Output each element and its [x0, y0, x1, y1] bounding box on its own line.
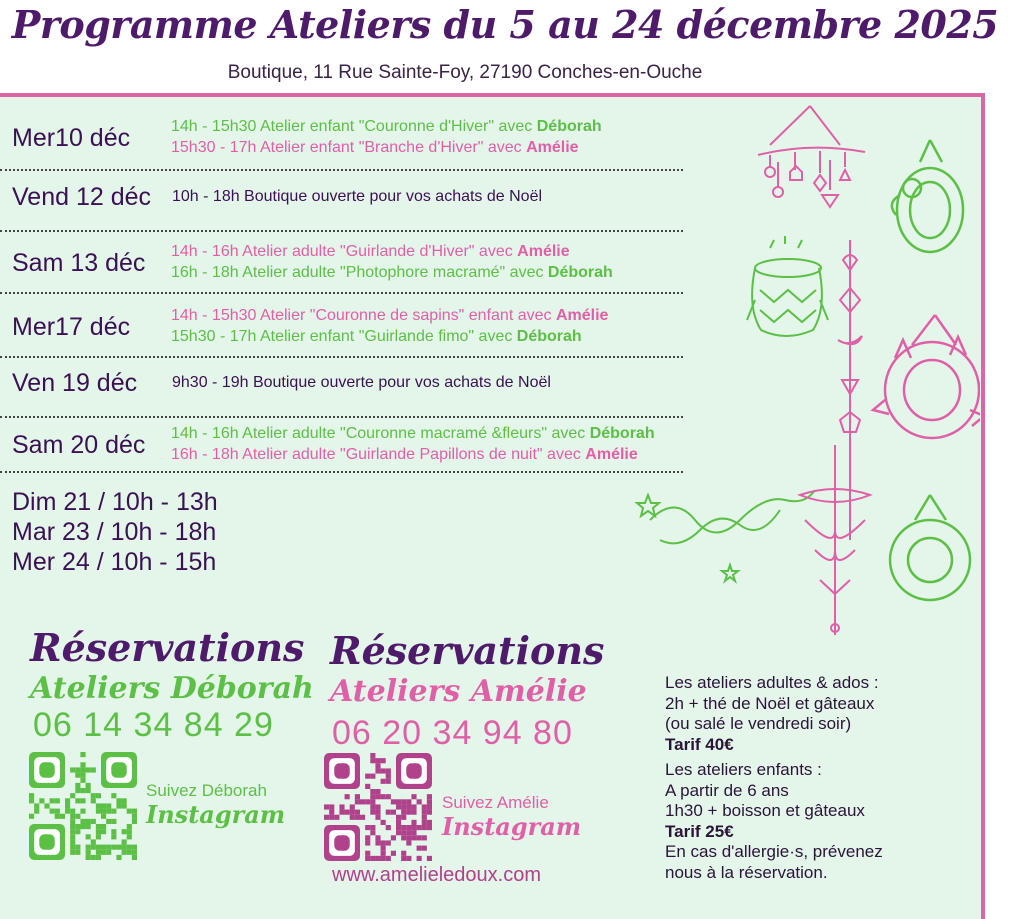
star-icon	[637, 495, 659, 516]
kids-price: Tarif 25€	[665, 821, 734, 841]
schedule-day: Mer17 déc	[12, 313, 131, 341]
schedule-line-text: 15h30 - 17h Atelier enfant "Guirlande fimo" avec	[171, 328, 517, 345]
reservation-title-amelie: Réservations	[330, 628, 605, 673]
schedule-line-text: 16h - 18h Atelier adulte "Guirlande Papillons de nuit" avec	[171, 446, 586, 463]
adults-title: Les ateliers adultes & ados :	[665, 673, 879, 692]
phone-amelie[interactable]: 06 20 34 94 80	[332, 714, 573, 752]
adults-line: (ou salé le vendredi soir)	[665, 714, 852, 733]
garland-icon	[758, 106, 865, 207]
instructor-name: Déborah	[536, 118, 602, 135]
website-link[interactable]: www.amelieledoux.com	[332, 864, 541, 886]
instructor-name: Amélie	[517, 243, 570, 260]
row-divider	[0, 292, 683, 294]
schedule-line-text: 14h - 16h Atelier adulte "Couronne macramé &fleurs" avec	[171, 425, 590, 442]
qr-code-icon[interactable]	[324, 753, 432, 861]
page-title: Programme Ateliers du 5 au 24 décembre 2025	[11, 2, 999, 47]
schedule-line	[171, 446, 638, 464]
star-icon	[722, 565, 738, 581]
schedule-line	[171, 139, 579, 157]
extra-hours	[12, 487, 218, 577]
christmas-decorations	[630, 100, 980, 645]
adults-line: 2h + thé de Noël et gâteaux	[665, 693, 875, 713]
schedule-line-text: 16h - 18h Atelier adulte "Photophore macramé" avec	[171, 264, 548, 281]
instructor-name: Déborah	[547, 264, 613, 281]
kids-line: A partir de 6 ans	[665, 780, 789, 800]
schedule-day: Sam 20 déc	[12, 431, 146, 459]
pricing-info	[665, 673, 965, 883]
schedule-line-text: 14h - 15h30 Atelier enfant "Couronne d'Hiver" avec	[171, 118, 537, 135]
extra-hours-line: Mar 23 / 10h - 18h	[12, 518, 217, 546]
allergy-note: nous à la réservation.	[665, 862, 828, 882]
instructor-name: Amélie	[526, 139, 579, 156]
follow-amelie: Suivez Amélie	[442, 793, 549, 812]
row-divider	[0, 230, 683, 232]
instructor-name: Amélie	[555, 307, 609, 324]
schedule-day: Ven 19 déc	[12, 369, 138, 397]
row-divider	[0, 356, 683, 358]
kids-line: 1h30 + boisson et gâteaux	[665, 801, 865, 820]
extra-hours-line: Mer 24 / 10h - 15h	[12, 548, 217, 576]
schedule-line	[171, 307, 608, 325]
schedule-line-text: 15h30 - 17h Atelier enfant "Branche d'Hiver" avec	[171, 139, 527, 156]
allergy-note: En cas d'allergie·s, prévenez	[665, 842, 883, 861]
phone-deborah[interactable]: 06 14 34 84 29	[33, 706, 274, 744]
instructor-name: Amélie	[585, 446, 638, 463]
instagram-deborah[interactable]: Instagram	[146, 800, 286, 829]
schedule-day: Mer10 déc	[12, 124, 131, 152]
schedule-line	[172, 188, 542, 206]
schedule-line	[171, 243, 570, 261]
row-divider	[0, 471, 683, 473]
reservation-subtitle-amelie: Ateliers Amélie	[330, 674, 587, 709]
schedule-line	[171, 264, 613, 282]
schedule-line-text: 14h - 16h Atelier adulte "Guirlande d'Hiver" avec	[171, 243, 518, 260]
row-divider	[0, 169, 683, 171]
instagram-amelie[interactable]: Instagram	[442, 812, 582, 841]
schedule-line	[171, 425, 655, 443]
schedule-line	[171, 328, 582, 346]
extra-hours-line: Dim 21 / 10h - 13h	[12, 488, 218, 516]
lantern-icon	[747, 236, 828, 336]
schedule-line-text: 9h30 - 19h Boutique ouverte pour vos achats de Noël	[172, 374, 551, 391]
wreath-icon	[892, 140, 963, 252]
reservation-subtitle-deborah: Ateliers Déborah	[30, 671, 314, 706]
schedule-line	[171, 118, 602, 136]
reservation-title-deborah: Réservations	[30, 625, 305, 670]
qr-code-icon[interactable]	[29, 752, 137, 860]
kids-title: Les ateliers enfants :	[665, 760, 822, 779]
row-divider	[0, 416, 683, 418]
shop-address: Boutique, 11 Rue Sainte-Foy, 27190 Conches-en-Ouche	[227, 62, 703, 83]
instructor-name: Déborah	[589, 425, 655, 442]
follow-deborah: Suivez Déborah	[146, 781, 267, 800]
schedule-line	[172, 374, 551, 392]
schedule-day: Sam 13 déc	[12, 249, 146, 277]
schedule-line-text: 14h - 15h30 Atelier "Couronne de sapins" enfant avec	[171, 307, 556, 324]
instructor-name: Déborah	[516, 328, 582, 345]
schedule-day: Vend 12 déc	[12, 183, 152, 211]
adults-price: Tarif 40€	[665, 734, 734, 754]
schedule-line-text: 10h - 18h Boutique ouverte pour vos achats de Noël	[172, 188, 543, 205]
